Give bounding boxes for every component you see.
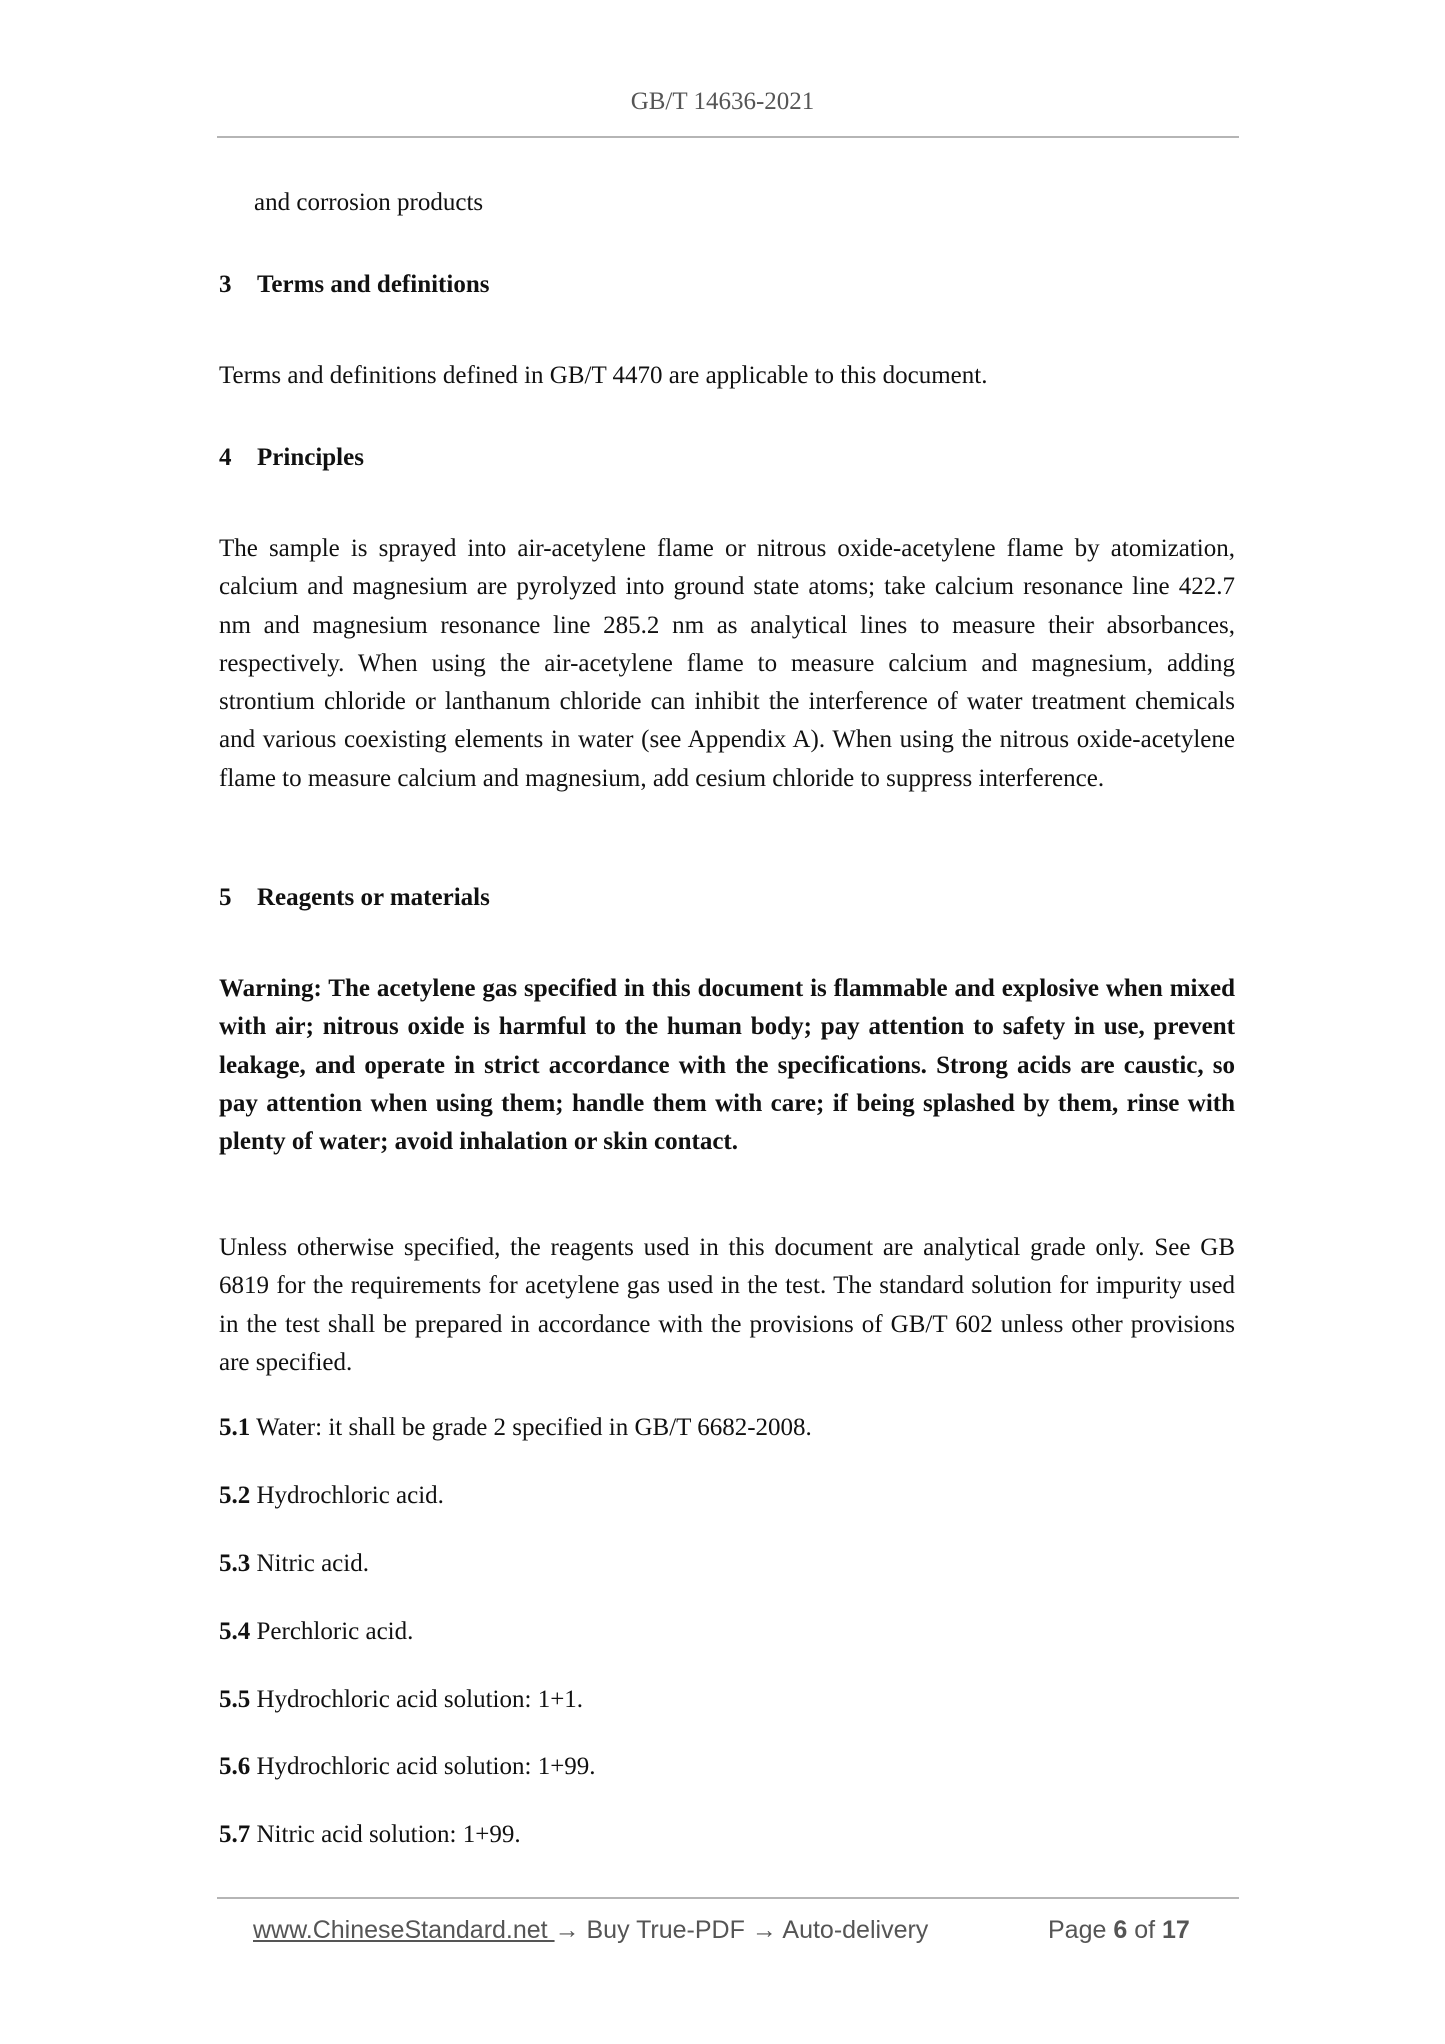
section-4-heading: 4 Principles bbox=[219, 444, 364, 471]
section-5-heading: 5 Reagents or materials bbox=[219, 884, 490, 911]
continuation-text: and corrosion products bbox=[254, 189, 484, 216]
list-item: 5.7 Nitric acid solution: 1+99. bbox=[219, 1821, 521, 1848]
page-number: Page 6 of 17 bbox=[1048, 1916, 1190, 1944]
list-item: 5.6 Hydrochloric acid solution: 1+99. bbox=[219, 1753, 596, 1780]
running-header: GB/T 14636-2021 bbox=[630, 88, 815, 115]
arrow-icon: → bbox=[554, 1916, 580, 1944]
list-item: 5.4 Perchloric acid. bbox=[219, 1618, 414, 1645]
section-3-heading: 3 Terms and definitions bbox=[219, 271, 490, 298]
list-item: 5.1 Water: it shall be grade 2 specified in GB/T 6682-2008. bbox=[219, 1414, 812, 1441]
section-4-text: The sample is sprayed into air-acetylene flame or nitrous oxide-acetylene flame by atomization, calcium and magnesium are pyrolyzed into ground state atoms; take calcium resonance line 422.7 nm and magnesium resonance line 285.2 nm as analytical lines to measure their absorbances, respectively. When using the air-acetylene flame to measure calcium and magnesium, adding strontium chloride or lanthanum chloride can inhibit the interference of water treatment chemicals and various coexisting elements in water (see Appendix A). When using the nitrous oxide-acetylene flame to measure calcium and magnesium, add cesium chloride to suppress interference. bbox=[219, 535, 1235, 792]
website-link[interactable]: www.ChineseStandard.net bbox=[253, 1916, 555, 1944]
header-divider bbox=[217, 136, 1239, 138]
list-item: 5.3 Nitric acid. bbox=[219, 1550, 369, 1577]
list-item: 5.2 Hydrochloric acid. bbox=[219, 1482, 444, 1509]
footer-promo: www.ChineseStandard.net → Buy True-PDF → Auto-delivery bbox=[253, 1916, 929, 1944]
arrow-icon: → bbox=[751, 1916, 777, 1944]
list-item: 5.5 Hydrochloric acid solution: 1+1. bbox=[219, 1686, 584, 1713]
section-3-text: Terms and definitions defined in GB/T 4470 are applicable to this document. bbox=[219, 362, 988, 389]
footer-divider bbox=[217, 1897, 1239, 1899]
section-5-text: Unless otherwise specified, the reagents used in this document are analytical grade only. See GB 6819 for the requirements for acetylene gas used in the test. The standard solution for impurity used in the test shall be prepared in accordance with the provisions of GB/T 602 unless other provisions are specified. bbox=[219, 1234, 1235, 1376]
warning-text: Warning: The acetylene gas specified in this document is flammable and explosive when mixed with air; nitrous oxide is harmful to the human body; pay attention to safety in use, prevent leakage, and operate in strict accordance with the specifications. Strong acids are caustic, so pay attention when using them; handle them with care; if being splashed by them, rinse with plenty of water; avoid inhalation or skin contact. bbox=[219, 975, 1235, 1156]
